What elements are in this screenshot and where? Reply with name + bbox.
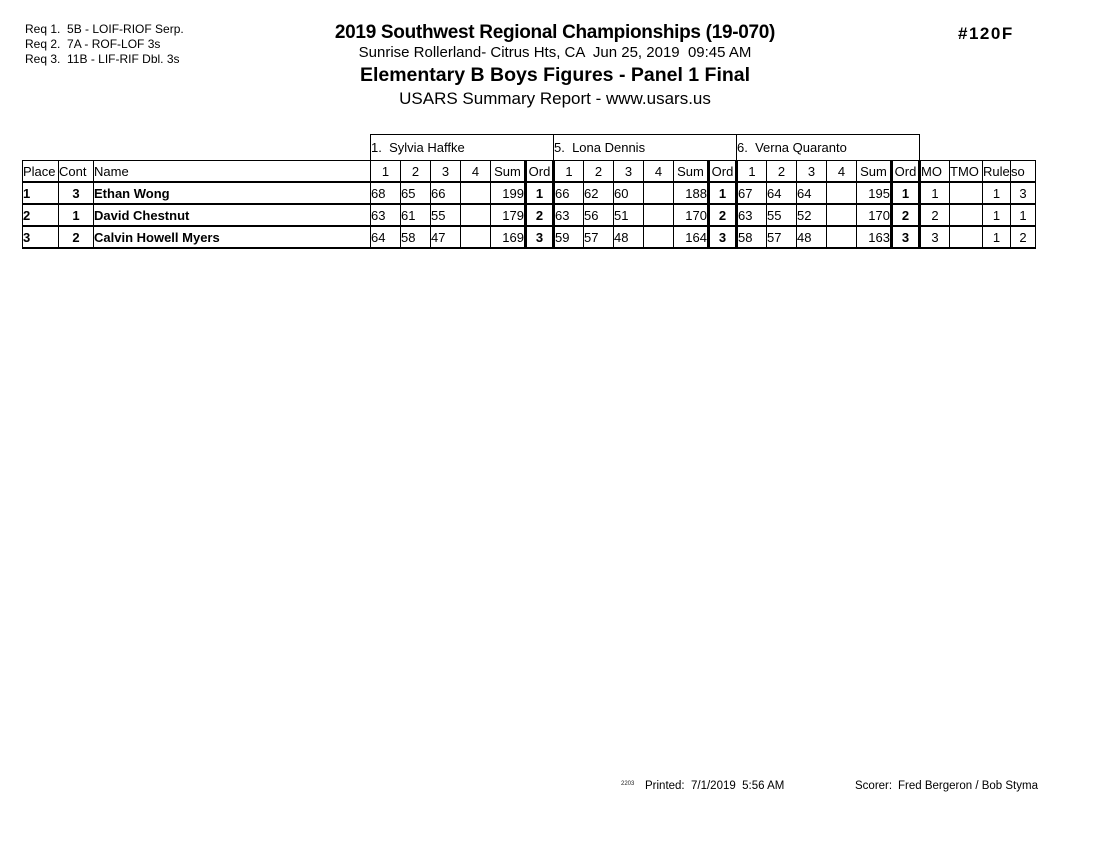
score-cell: 66 [431,182,461,204]
score-cell [827,204,857,226]
so-cell: 2 [1011,226,1036,248]
rule-cell: 1 [983,182,1011,204]
score-cell: 66 [554,182,584,204]
score-cell: 61 [401,204,431,226]
col-header-score2: 2 [584,161,614,183]
req-line-2: Req 2. 7A - ROF-LOF 3s [25,37,161,51]
name-cell: Calvin Howell Myers [94,226,371,248]
cont-cell: 1 [59,204,94,226]
sum-cell: 188 [674,182,709,204]
column-header-row [23,161,1036,183]
table-row [23,204,1036,226]
score-cell: 51 [614,204,644,226]
place-cell: 3 [23,226,59,248]
tmo-cell [950,204,983,226]
ord-cell: 3 [892,226,920,248]
ord-cell: 3 [709,226,737,248]
score-cell: 64 [797,182,827,204]
judge-header-row [23,135,1036,161]
judge-row-spacer-right [920,135,1036,161]
col-header-score3: 3 [797,161,827,183]
score-cell: 47 [431,226,461,248]
mo-cell: 2 [920,204,950,226]
col-header-score4: 4 [461,161,491,183]
col-header-score3: 3 [614,161,644,183]
cont-cell: 3 [59,182,94,204]
score-cell: 60 [614,182,644,204]
printed-label: Printed: [645,780,685,792]
score-cell: 63 [371,204,401,226]
score-cell: 63 [737,204,767,226]
score-cell [461,204,491,226]
score-cell [827,226,857,248]
score-cell: 59 [554,226,584,248]
report-type-line: USARS Summary Report - www.usars.us [399,89,711,108]
score-cell: 56 [584,204,614,226]
col-header-score1: 1 [371,161,401,183]
mo-cell: 3 [920,226,950,248]
sum-cell: 170 [857,204,892,226]
col-header-score4: 4 [827,161,857,183]
col-header-score4: 4 [644,161,674,183]
req-line-1: Req 1. 5B - LOIF-RIOF Serp. [25,22,184,36]
so-cell: 3 [1011,182,1036,204]
col-header-name: Name [94,161,371,183]
sum-cell: 170 [674,204,709,226]
place-cell: 2 [23,204,59,226]
scorer-label: Scorer: [855,780,893,792]
col-header-mo: MO [920,161,950,183]
ord-cell: 1 [526,182,554,204]
score-cell: 55 [431,204,461,226]
results-table [22,134,1036,249]
mo-cell: 1 [920,182,950,204]
col-header-cont: Cont [59,161,94,183]
table-row [23,226,1036,248]
score-cell [644,204,674,226]
col-header-ord: Ord [526,161,554,183]
col-header-sum: Sum [857,161,892,183]
score-cell [461,226,491,248]
name-cell: David Chestnut [94,204,371,226]
sum-cell: 164 [674,226,709,248]
rule-cell: 1 [983,204,1011,226]
judge-header-5: 5. Lona Dennis [554,135,737,161]
score-cell: 57 [767,226,797,248]
sum-cell: 163 [857,226,892,248]
score-cell: 62 [584,182,614,204]
ord-cell: 1 [892,182,920,204]
score-cell [827,182,857,204]
col-header-score2: 2 [401,161,431,183]
score-cell: 64 [371,226,401,248]
col-header-tmo: TMO [950,161,983,183]
rule-cell: 1 [983,226,1011,248]
col-header-ord: Ord [892,161,920,183]
score-cell [461,182,491,204]
table-row [23,182,1036,204]
score-cell: 58 [737,226,767,248]
report-version-code: 2203 [621,781,635,787]
title-block [10,22,1100,109]
sum-cell: 179 [491,204,526,226]
sum-cell: 169 [491,226,526,248]
score-cell: 58 [401,226,431,248]
score-cell [644,226,674,248]
score-cell: 67 [737,182,767,204]
score-cell: 48 [614,226,644,248]
ord-cell: 3 [526,226,554,248]
event-title: Elementary B Boys Figures - Panel 1 Final [359,64,751,86]
col-header-ord: Ord [709,161,737,183]
sum-cell: 199 [491,182,526,204]
cont-cell: 2 [59,226,94,248]
tmo-cell [950,182,983,204]
score-cell: 63 [554,204,584,226]
score-cell: 48 [797,226,827,248]
tmo-cell [950,226,983,248]
score-cell: 52 [797,204,827,226]
score-cell: 57 [584,226,614,248]
col-header-score1: 1 [737,161,767,183]
scorer-names: Fred Bergeron / Bob Styma [898,780,1038,792]
judge-header-6: 6. Verna Quaranto [737,135,920,161]
so-cell: 1 [1011,204,1036,226]
col-header-sum: Sum [674,161,709,183]
sum-cell: 195 [857,182,892,204]
place-cell: 1 [23,182,59,204]
printed-datetime: 7/1/2019 5:56 AM [691,780,785,792]
col-header-score1: 1 [554,161,584,183]
name-cell: Ethan Wong [94,182,371,204]
ord-cell: 1 [709,182,737,204]
col-header-sum: Sum [491,161,526,183]
col-header-score2: 2 [767,161,797,183]
ord-cell: 2 [526,204,554,226]
judge-row-spacer-left [23,135,371,161]
championship-title: 2019 Southwest Regional Championships (19-070) [334,22,776,43]
venue-date-line: Sunrise Rollerland- Citrus Hts, CA Jun 25, 2019 09:45 AM [358,44,752,61]
req-line-3: Req 3. 11B - LIF-RIF Dbl. 3s [25,52,180,66]
score-cell: 55 [767,204,797,226]
score-cell: 64 [767,182,797,204]
score-cell [644,182,674,204]
ord-cell: 2 [709,204,737,226]
score-cell: 65 [401,182,431,204]
col-header-so: so [1011,161,1036,183]
judge-header-1: 1. Sylvia Haffke [371,135,554,161]
col-header-place: Place [23,161,59,183]
col-header-score3: 3 [431,161,461,183]
ord-cell: 2 [892,204,920,226]
col-header-rule: Rule [983,161,1011,183]
event-number: #120F [958,24,1014,43]
score-cell: 68 [371,182,401,204]
